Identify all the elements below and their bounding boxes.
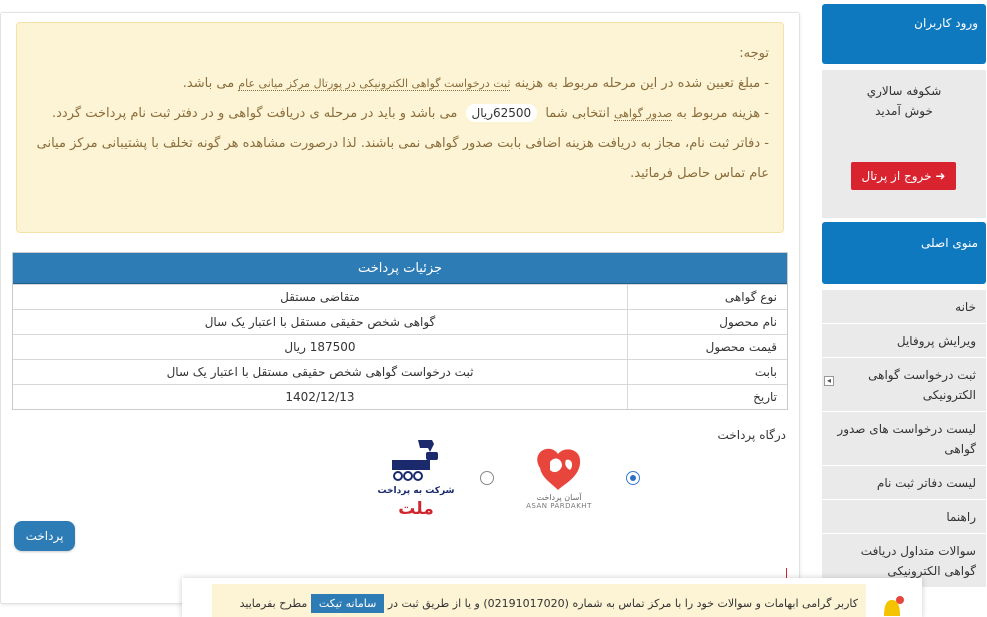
svg-text:آسان پرداخت: آسان پرداخت xyxy=(536,493,582,502)
menu-item-help[interactable]: راهنما xyxy=(822,500,986,534)
main-menu-title: منوی اصلی xyxy=(921,236,978,250)
row-value: 1402/12/13 xyxy=(285,390,355,404)
mellat-logo-icon xyxy=(374,438,458,486)
menu-item-certificate-request-label: ثبت درخواست گواهی الکترونیکی xyxy=(868,368,976,402)
asan-pardakht-radio[interactable] xyxy=(626,471,640,485)
table-row xyxy=(13,384,787,409)
row-label: نام محصول xyxy=(627,310,787,334)
logout-icon: ➜ xyxy=(935,169,946,183)
notice-line-1 xyxy=(31,69,769,99)
row-value: گواهی شخص حقیقی مستقل با اعتبار یک سال xyxy=(204,315,436,329)
support-notice xyxy=(182,578,922,617)
row-label: بابت xyxy=(627,360,787,384)
gateway-label: درگاه پرداخت xyxy=(717,428,786,442)
row-label: قیمت محصول xyxy=(627,335,787,359)
pay-button[interactable]: پرداخت xyxy=(14,521,75,551)
payment-details-title: جزئیات پرداخت xyxy=(13,253,787,284)
mellat-name: ملت xyxy=(398,499,434,519)
notice-title: توجه: xyxy=(739,46,769,61)
support-notice-body xyxy=(212,584,866,617)
mellat-logo[interactable] xyxy=(374,438,458,520)
chevron-left-icon: ◂ xyxy=(824,376,834,386)
notice-line-2 xyxy=(31,99,769,129)
row-value: 187500 ریال xyxy=(284,340,356,354)
mellat-radio[interactable] xyxy=(480,471,494,485)
row-value: ثبت درخواست گواهی شخص حقیقی مستقل با اعتبار یک سال xyxy=(166,365,474,379)
fee-notice xyxy=(16,22,784,233)
support-text: کاربر گرامی ابهامات و سوالات خود را با مرکز تماس به شماره (02191017020) و یا از طریق ثبت در xyxy=(387,597,858,610)
table-row xyxy=(13,284,787,309)
login-panel-header xyxy=(822,4,986,64)
notice-fee-link: ثبت درخواست گواهی الکترونیکی در پورتال مرکز میانی عام xyxy=(238,77,511,90)
user-name: شکوفه سالاري xyxy=(866,84,942,98)
asan-caption: ASAN PARDAKHT xyxy=(526,502,592,510)
notice-line-1-end: می باشد. xyxy=(182,76,235,91)
notice-line-2-end: می باشد و باید در مرحله ی دریافت گواهی و در دفتر ثبت نام پرداخت گردد. xyxy=(52,106,458,121)
logout-button[interactable] xyxy=(851,162,956,190)
user-panel xyxy=(822,70,986,218)
logout-label: خروج از پرتال xyxy=(861,169,932,183)
table-row xyxy=(13,309,787,334)
divider xyxy=(786,568,787,578)
mellat-caption: شرکت به پرداخت xyxy=(377,486,455,496)
main-menu-list xyxy=(822,290,986,588)
menu-item-home[interactable]: خانه xyxy=(822,290,986,324)
row-label: تاریخ xyxy=(627,385,787,409)
menu-item-certificate-request[interactable] xyxy=(822,358,986,412)
row-label: نوع گواهی xyxy=(627,285,787,309)
main-menu-header xyxy=(822,222,986,284)
payment-details-table xyxy=(12,252,788,410)
welcome-text: خوش آمدید xyxy=(875,104,933,118)
notice-line-1-text: - مبلغ تعیین شده در این مرحله مربوط به هزینه xyxy=(514,76,769,91)
table-row xyxy=(13,359,787,384)
asan-pardakht-logo[interactable] xyxy=(520,438,598,520)
bell-icon xyxy=(878,594,906,617)
notice-line-3: - دفاتر ثبت نام، مجاز به دریافت هزینه اضافی بابت صدور گواهی نمی باشند. لذا درصورت مشاهده هر گونه تخلف با پشتیبانی مرکز میانی عام تماس حاصل فرمائید. xyxy=(36,136,769,181)
row-value: متقاضی مستقل xyxy=(280,290,360,304)
ticket-system-button[interactable]: سامانه تیکت xyxy=(311,594,385,613)
amount-badge: 62500ریال xyxy=(466,104,538,122)
menu-item-faq[interactable]: سوالات متداول دریافت گواهی الکترونیکی xyxy=(822,534,986,588)
menu-item-request-list[interactable]: لیست درخواست های صدور گواهی xyxy=(822,412,986,466)
asan-pardakht-logo-icon xyxy=(520,438,598,502)
login-title: ورود کاربران xyxy=(914,16,978,30)
support-text-end: مطرح بفرمایید xyxy=(239,597,308,610)
menu-item-offices-list[interactable]: لیست دفاتر ثبت نام xyxy=(822,466,986,500)
table-row xyxy=(13,334,787,359)
notice-issue-link: صدور گواهی xyxy=(613,107,673,120)
notice-line-2-text: - هزینه مربوط به xyxy=(676,106,769,121)
menu-item-edit-profile[interactable]: ویرایش پروفایل xyxy=(822,324,986,358)
notice-line-2-mid: انتخابی شما xyxy=(545,106,610,121)
